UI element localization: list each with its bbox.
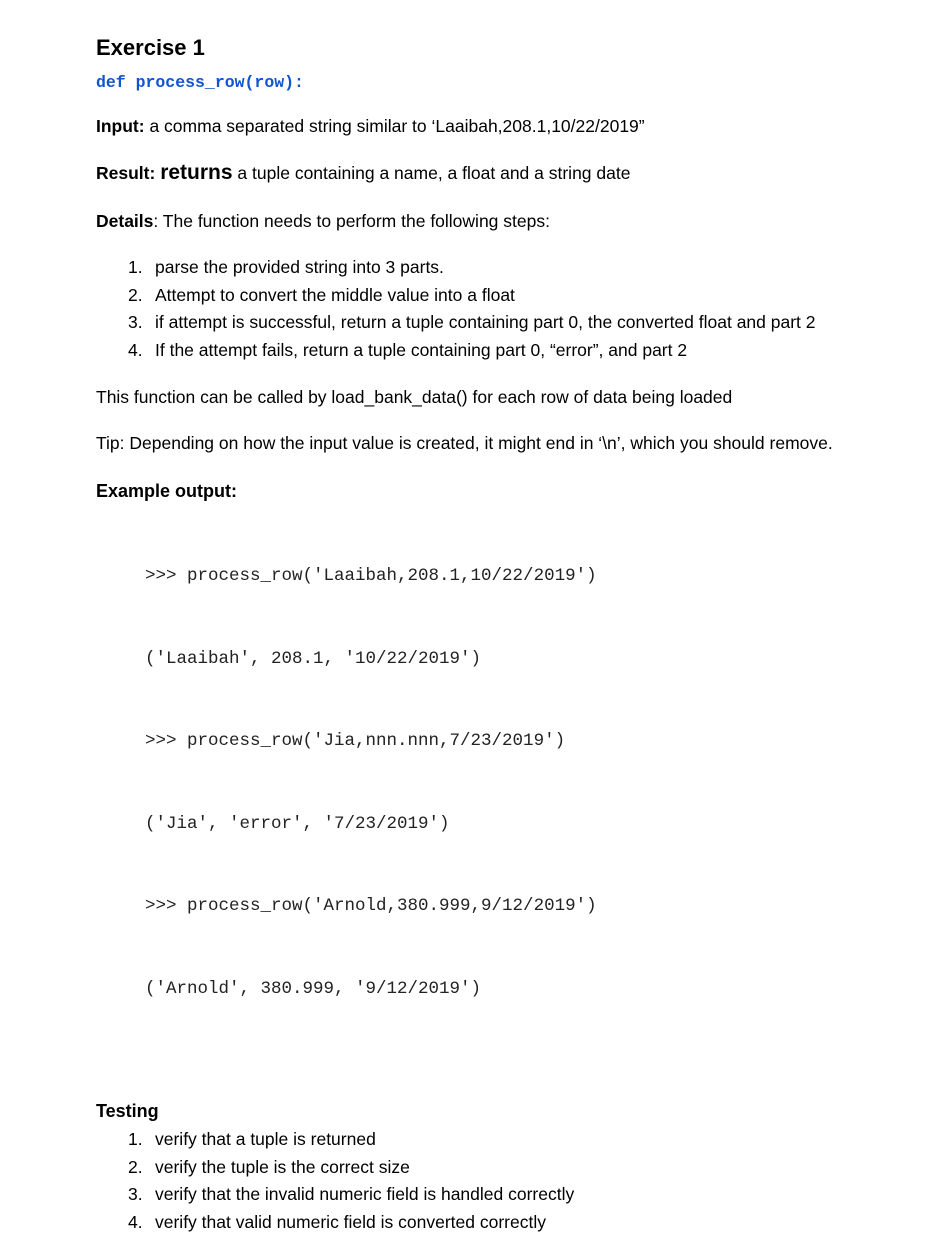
example-output-heading: Example output:: [96, 478, 896, 504]
document-page: [96, 34, 896, 1236]
list-item: [124, 1126, 896, 1154]
details-paragraph: [96, 208, 896, 234]
list-item: [124, 309, 890, 337]
list-item-text: If the attempt fails, return a tuple containing part 0, “error”, and part 2: [155, 340, 687, 360]
result-keyword: returns: [160, 161, 232, 184]
list-item-text: if attempt is successful, return a tuple containing part 0, the converted float and part 2: [155, 312, 816, 332]
exercise-title: Exercise 1: [96, 34, 896, 64]
code-line: ('Arnold', 380.999, '9/12/2019'): [145, 976, 896, 1004]
list-item-number: 3.: [128, 1181, 143, 1209]
called-note: This function can be called by load_bank_data() for each row of data being loaded: [96, 384, 896, 410]
list-item: [124, 337, 896, 365]
list-item-number: 3.: [128, 309, 143, 337]
list-item-text: Attempt to convert the middle value into a float: [155, 285, 515, 305]
list-item-number: 1.: [128, 1126, 143, 1154]
list-item-text: verify that valid numeric field is converted correctly: [155, 1212, 546, 1232]
tip-paragraph: Tip: Depending on how the input value is created, it might end in ‘\n’, which you should remove.: [96, 430, 876, 456]
result-paragraph: [96, 160, 896, 186]
list-item: [124, 254, 896, 282]
details-label: Details: [96, 211, 153, 231]
input-paragraph: [96, 113, 896, 139]
testing-list: [124, 1126, 896, 1236]
list-item: [124, 1181, 896, 1209]
input-text: a comma separated string similar to ‘Laaibah,208.1,10/22/2019”: [145, 116, 645, 136]
list-item-text: verify the tuple is the correct size: [155, 1157, 410, 1177]
list-item: [124, 1154, 896, 1182]
code-line: ('Laaibah', 208.1, '10/22/2019'): [145, 646, 896, 674]
steps-list: [124, 254, 896, 364]
list-item-number: 4.: [128, 1209, 143, 1236]
result-text: a tuple containing a name, a float and a string date: [233, 163, 631, 183]
testing-heading: Testing: [96, 1098, 896, 1124]
details-text: : The function needs to perform the following steps:: [153, 211, 550, 231]
list-item-number: 1.: [128, 254, 143, 282]
list-item: [124, 1209, 896, 1236]
list-item-text: verify that the invalid numeric field is handled correctly: [155, 1184, 574, 1204]
code-line: >>> process_row('Jia,nnn.nnn,7/23/2019'): [145, 728, 896, 756]
list-item-number: 2.: [128, 1154, 143, 1182]
list-item-text: verify that a tuple is returned: [155, 1129, 376, 1149]
list-item-number: 4.: [128, 337, 143, 365]
list-item-text: parse the provided string into 3 parts.: [155, 257, 444, 277]
code-line: ('Jia', 'error', '7/23/2019'): [145, 811, 896, 839]
result-label: Result:: [96, 163, 160, 183]
function-signature: def process_row(row):: [96, 72, 896, 96]
code-line: >>> process_row('Laaibah,208.1,10/22/2019'): [145, 563, 896, 591]
code-line: >>> process_row('Arnold,380.999,9/12/2019'): [145, 893, 896, 921]
list-item-number: 2.: [128, 282, 143, 310]
list-item: [124, 282, 896, 310]
input-label: Input:: [96, 116, 145, 136]
example-code-block: [145, 508, 896, 1058]
